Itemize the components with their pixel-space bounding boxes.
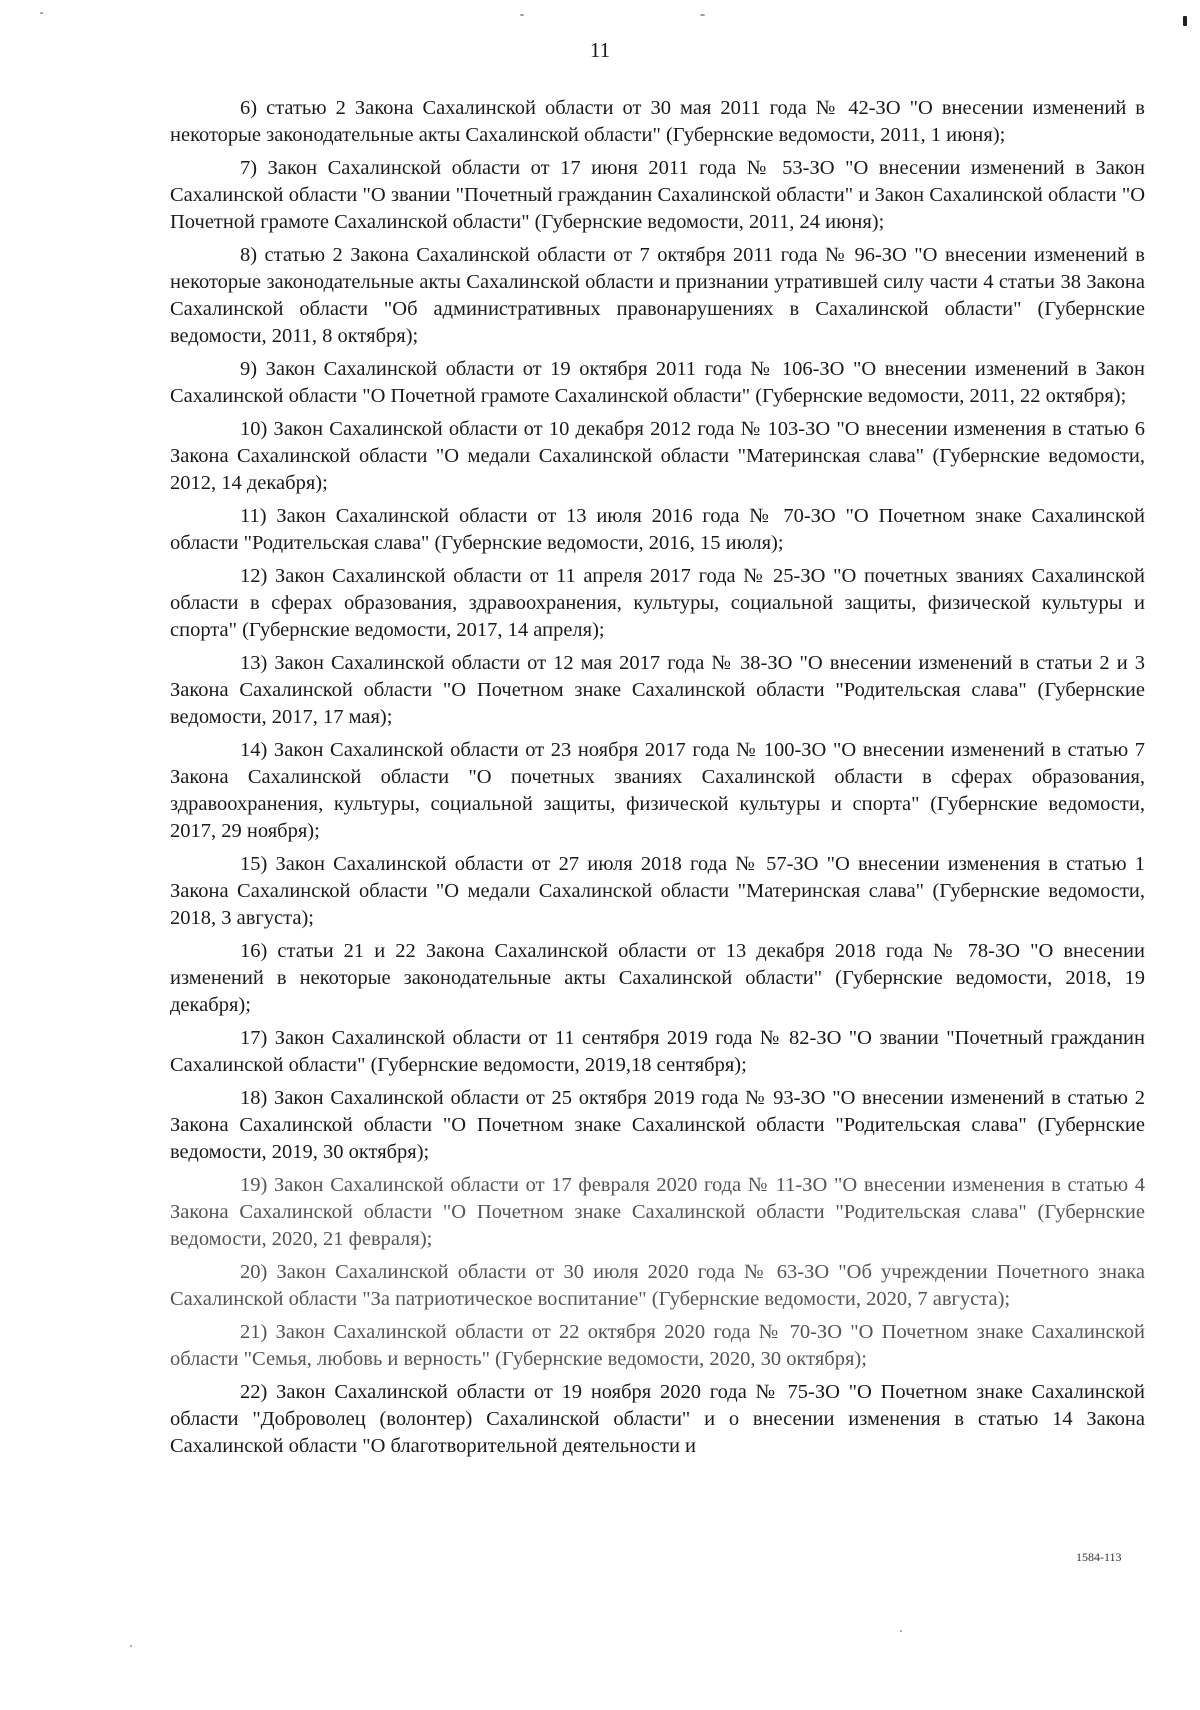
list-item: 7) Закон Сахалинской области от 17 июня 2011 года № 53-ЗО "О внесении изменений в Закон Сахалинской области "О звании "Почетный гражданин Сахалинской области" и Закон Сахалинской области "О Почетной грамоте Сахалинской области" (Губернские ведомости, 2011, 24 июня); — [170, 157, 1145, 233]
document-body — [170, 95, 1145, 1466]
list-item: 22) Закон Сахалинской области от 19 ноября 2020 года № 75-ЗО "О Почетном знаке Сахалинской области "Доброволец (волонтер) Сахалинской области" и о внесении изменения в статью 14 Закона Сахалинской области "О благотворительной деятельности и — [170, 1381, 1145, 1457]
page-number: 11 — [589, 38, 611, 62]
list-item: 16) статьи 21 и 22 Закона Сахалинской области от 13 декабря 2018 года № 78-ЗО "О внесении изменений в некоторые законодательные акты Сахалинской области" (Губернские ведомости, 2018, 19 декабря); — [170, 940, 1145, 1016]
scan-speck — [520, 14, 524, 16]
list-item: 10) Закон Сахалинской области от 10 декабря 2012 года № 103-ЗО "О внесении изменения в статью 6 Закона Сахалинской области "О медали Сахалинской области "Материнская слава" (Губернские ведомости, 2012, 14 декабря); — [170, 418, 1145, 494]
list-item: 19) Закон Сахалинской области от 17 февраля 2020 года № 11-ЗО "О внесении изменения в статью 4 Закона Сахалинской области "О Почетном знаке Сахалинской области "Родительская слава" (Губернские ведомости, 2020, 21 февраля); — [170, 1174, 1145, 1250]
scan-speck — [700, 14, 705, 16]
scan-speck — [130, 1645, 132, 1647]
list-item: 13) Закон Сахалинской области от 12 мая 2017 года № 38-ЗО "О внесении изменений в статьи 2 и 3 Закона Сахалинской области "О Почетном знаке Сахалинской области "Родительская слава" (Губернские ведомости, 2017, 17 мая); — [170, 652, 1145, 728]
list-item: 20) Закон Сахалинской области от 30 июля 2020 года № 63-ЗО "Об учреждении Почетного знака Сахалинской области "За патриотическое воспитание" (Губернские ведомости, 2020, 7 августа); — [170, 1261, 1145, 1310]
document-code: 1584-113 — [1076, 1550, 1122, 1564]
list-item: 12) Закон Сахалинской области от 11 апреля 2017 года № 25-ЗО "О почетных званиях Сахалинской области в сферах образования, здравоохранения, культуры, социальной защиты, физической культуры и спорта" (Губернские ведомости, 2017, 14 апреля); — [170, 565, 1145, 641]
list-item: 9) Закон Сахалинской области от 19 октября 2011 года № 106-ЗО "О внесении изменений в Закон Сахалинской области "О Почетной грамоте Сахалинской области" (Губернские ведомости, 2011, 22 октября); — [170, 358, 1145, 407]
list-item: 8) статью 2 Закона Сахалинской области от 7 октября 2011 года № 96-ЗО "О внесении изменений в некоторые законодательные акты Сахалинской области и признании утратившей силу части 4 статьи 38 Закона Сахалинской области "Об административных правонарушениях в Сахалинской области" (Губернские ведомости, 2011, 8 октября); — [170, 244, 1145, 347]
scan-speck — [1183, 16, 1187, 26]
list-item: 14) Закон Сахалинской области от 23 ноября 2017 года № 100-ЗО "О внесении изменений в статью 7 Закона Сахалинской области "О почетных званиях Сахалинской области в сферах образования, здравоохранения, культуры, социальной защиты, физической культуры и спорта" (Губернские ведомости, 2017, 29 ноября); — [170, 739, 1145, 842]
scan-speck — [40, 12, 43, 14]
list-item: 15) Закон Сахалинской области от 27 июля 2018 года № 57-ЗО "О внесении изменения в статью 1 Закона Сахалинской области "О медали Сахалинской области "Материнская слава" (Губернские ведомости, 2018, 3 августа); — [170, 853, 1145, 929]
list-item: 18) Закон Сахалинской области от 25 октября 2019 года № 93-ЗО "О внесении изменений в статью 2 Закона Сахалинской области "О Почетном знаке Сахалинской области "Родительская слава" (Губернские ведомости, 2019, 30 октября); — [170, 1087, 1145, 1163]
scan-speck — [900, 1630, 902, 1632]
list-item: 6) статью 2 Закона Сахалинской области от 30 мая 2011 года № 42-ЗО "О внесении изменений в некоторые законодательные акты Сахалинской области" (Губернские ведомости, 2011, 1 июня); — [170, 97, 1145, 146]
list-item: 21) Закон Сахалинской области от 22 октября 2020 года № 70-ЗО "О Почетном знаке Сахалинской области "Семья, любовь и верность" (Губернские ведомости, 2020, 30 октября); — [170, 1321, 1145, 1370]
list-item: 17) Закон Сахалинской области от 11 сентября 2019 года № 82-ЗО "О звании "Почетный гражданин Сахалинской области" (Губернские ведомости, 2019,18 сентября); — [170, 1027, 1145, 1076]
list-item: 11) Закон Сахалинской области от 13 июля 2016 года № 70-ЗО "О Почетном знаке Сахалинской области "Родительская слава" (Губернские ведомости, 2016, 15 июля); — [170, 505, 1145, 554]
